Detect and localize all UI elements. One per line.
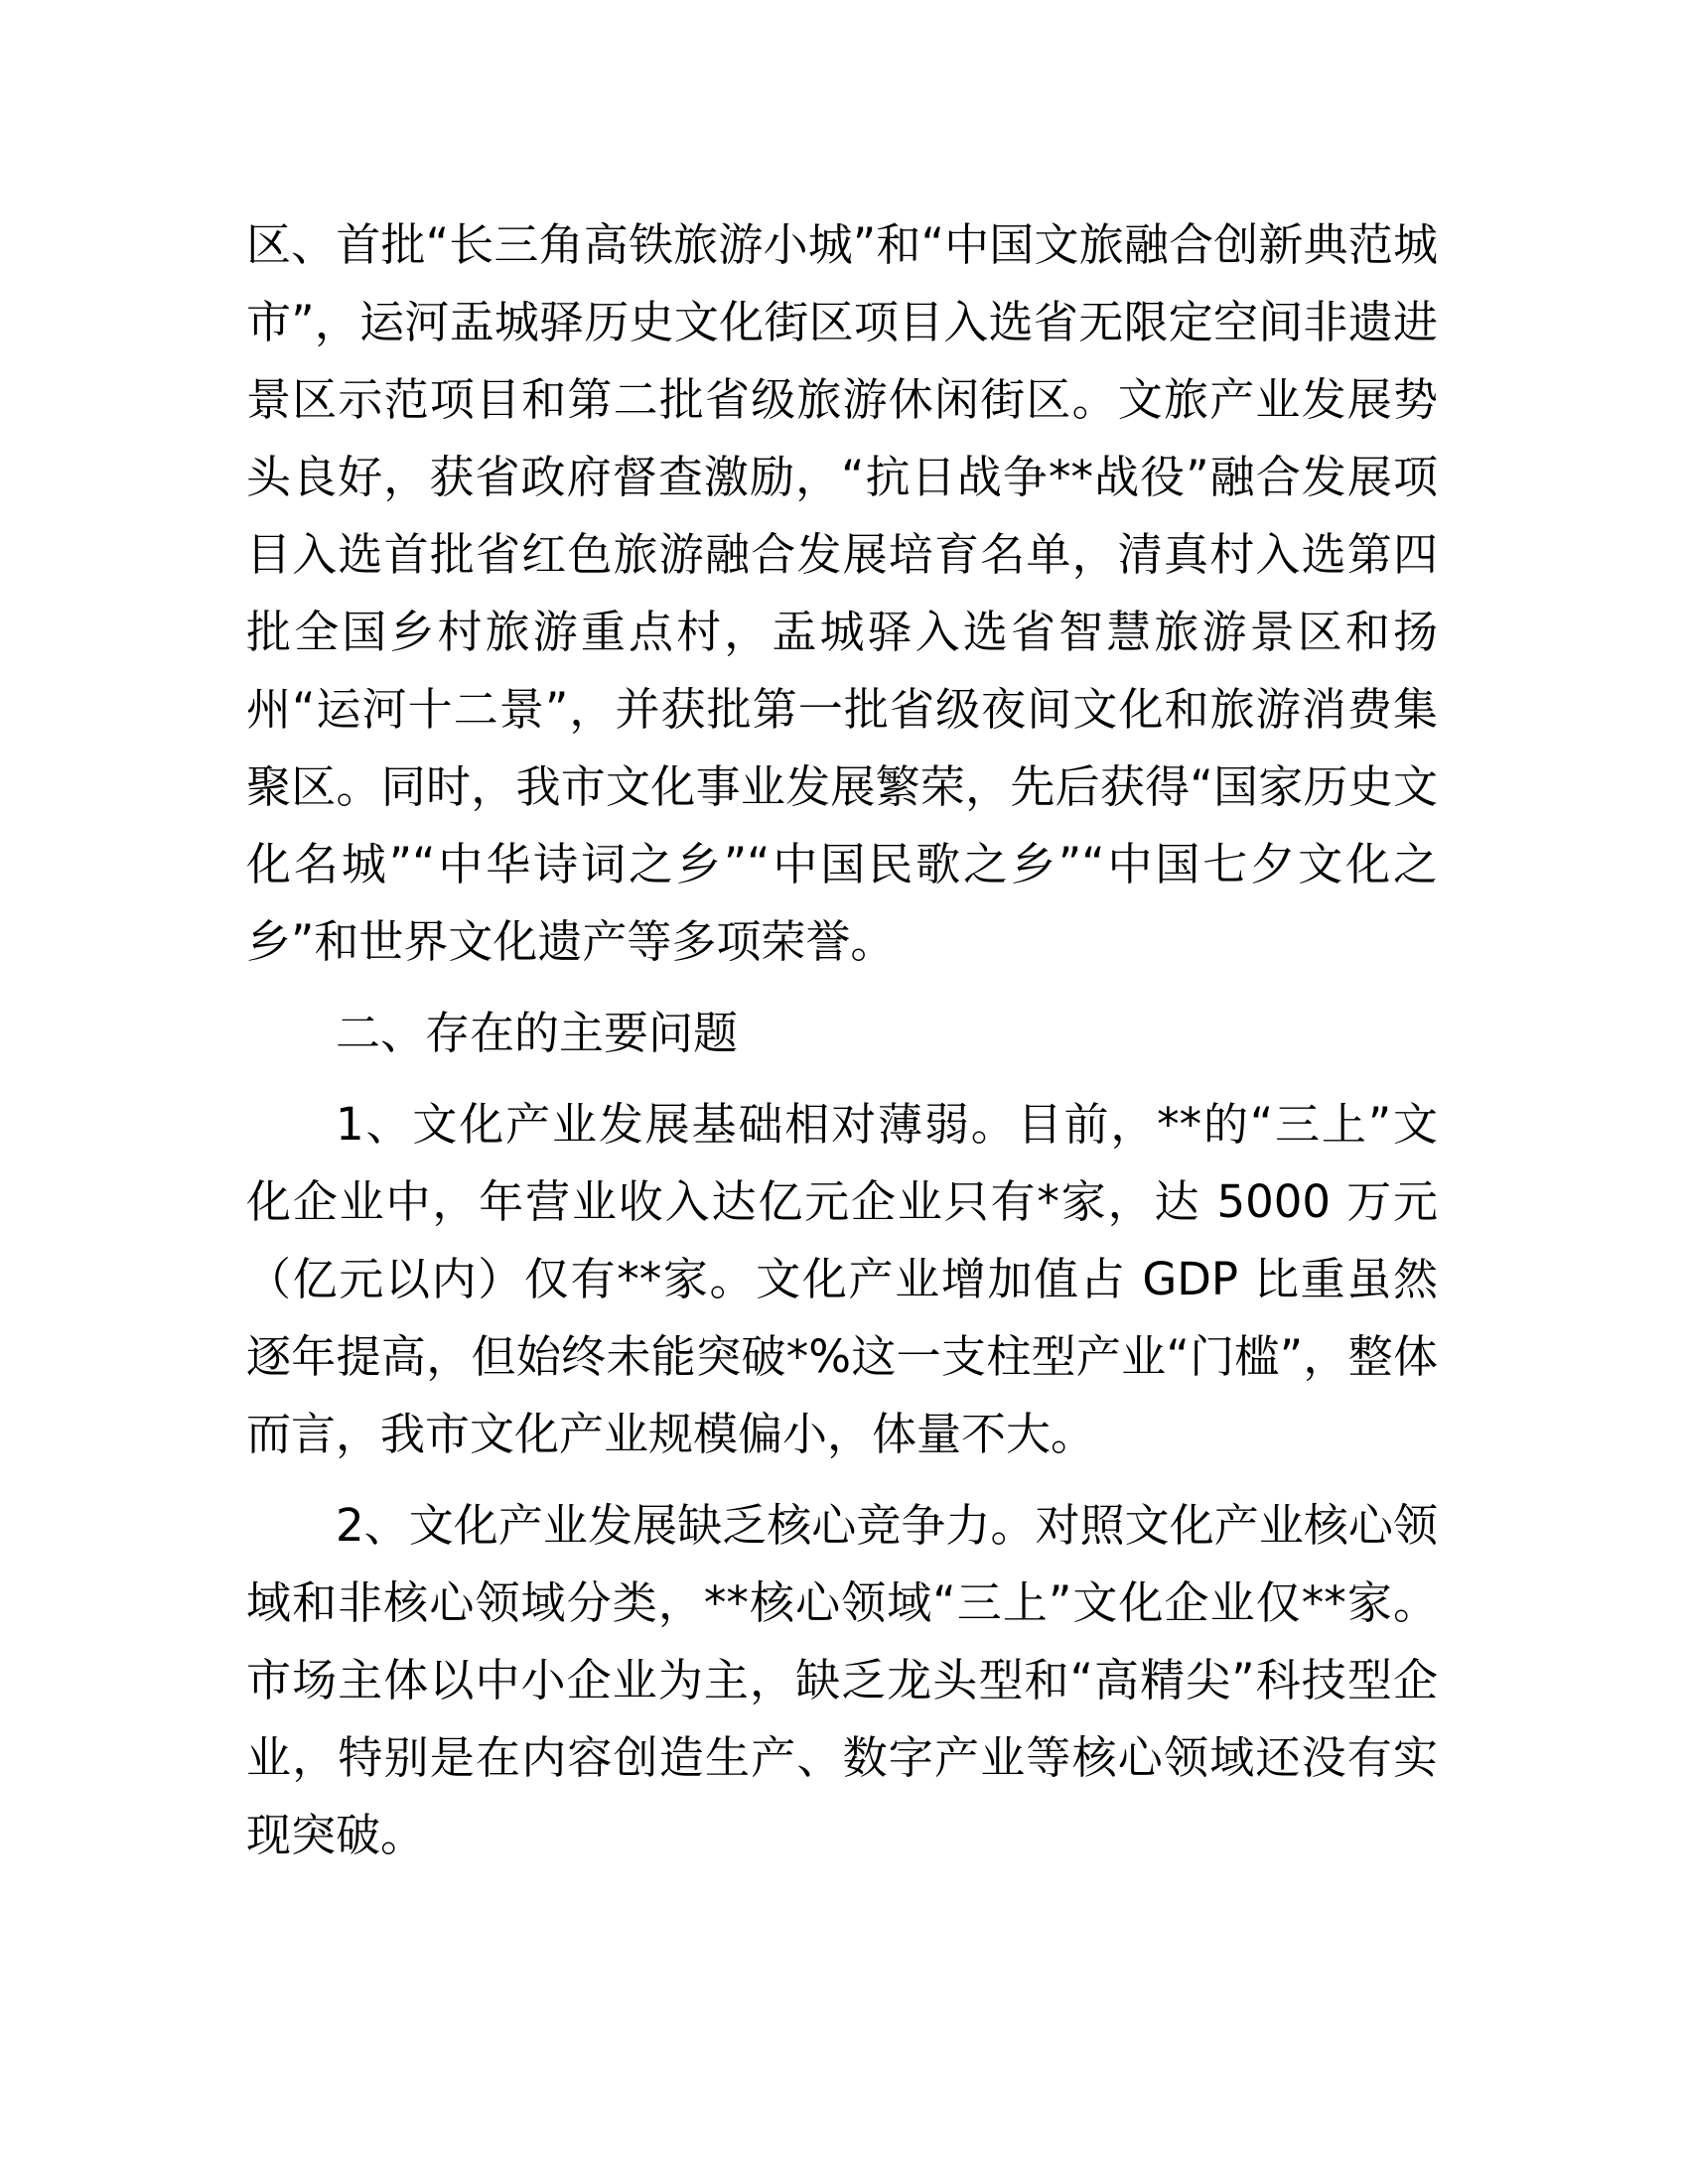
section-heading: 二、存在的主要问题 xyxy=(336,1007,739,1059)
document-body xyxy=(246,206,1438,1874)
paragraph-continuation: 区、首批“长三角高铁旅游小城”和“中国文旅融合创新典范城市”，运河盂城驿历史文化街区项目入选省无限定空间非遗进景区示范项目和第二批省级旅游休闲街区。文旅产业发展势头良好，获省政府督查激励，“抗日战争**战役”融合发展项目入选首批省红色旅游融合发展培育名单，清真村入选第四批全国乡村旅游重点村，盂城驿入选省智慧旅游景区和扬州“运河十二景”，并获批第一批省级夜间文化和旅游消费集聚区。同时，我市文化事业发展繁荣，先后获得“国家历史文化名城”“中华诗词之乡”“中国民歌之乡”“中国七夕文化之乡”和世界文化遗产等多项荣誉。 xyxy=(246,218,1438,968)
paragraph-issue-1: 1、文化产业发展基础相对薄弱。目前，**的“三上”文化企业中，年营业收入达亿元企业只有*家，达 5000 万元（亿元以内）仅有**家。文化产业增加值占 GDP 比重虽然逐年提高，但始终未能突破*%这一支柱型产业“门槛”，整体而言，我市文化产业规模偏小，体量不大。 xyxy=(246,1098,1438,1460)
paragraph-issue-2: 2、文化产业发展缺乏核心竞争力。对照文化产业核心领域和非核心领域分类，**核心领域“三上”文化企业仅**家。市场主体以中小企业为主，缺乏龙头型和“高精尖”科技型企业，特别是在内容创造生产、数字产业等核心领域还没有实现突破。 xyxy=(246,1499,1438,1861)
